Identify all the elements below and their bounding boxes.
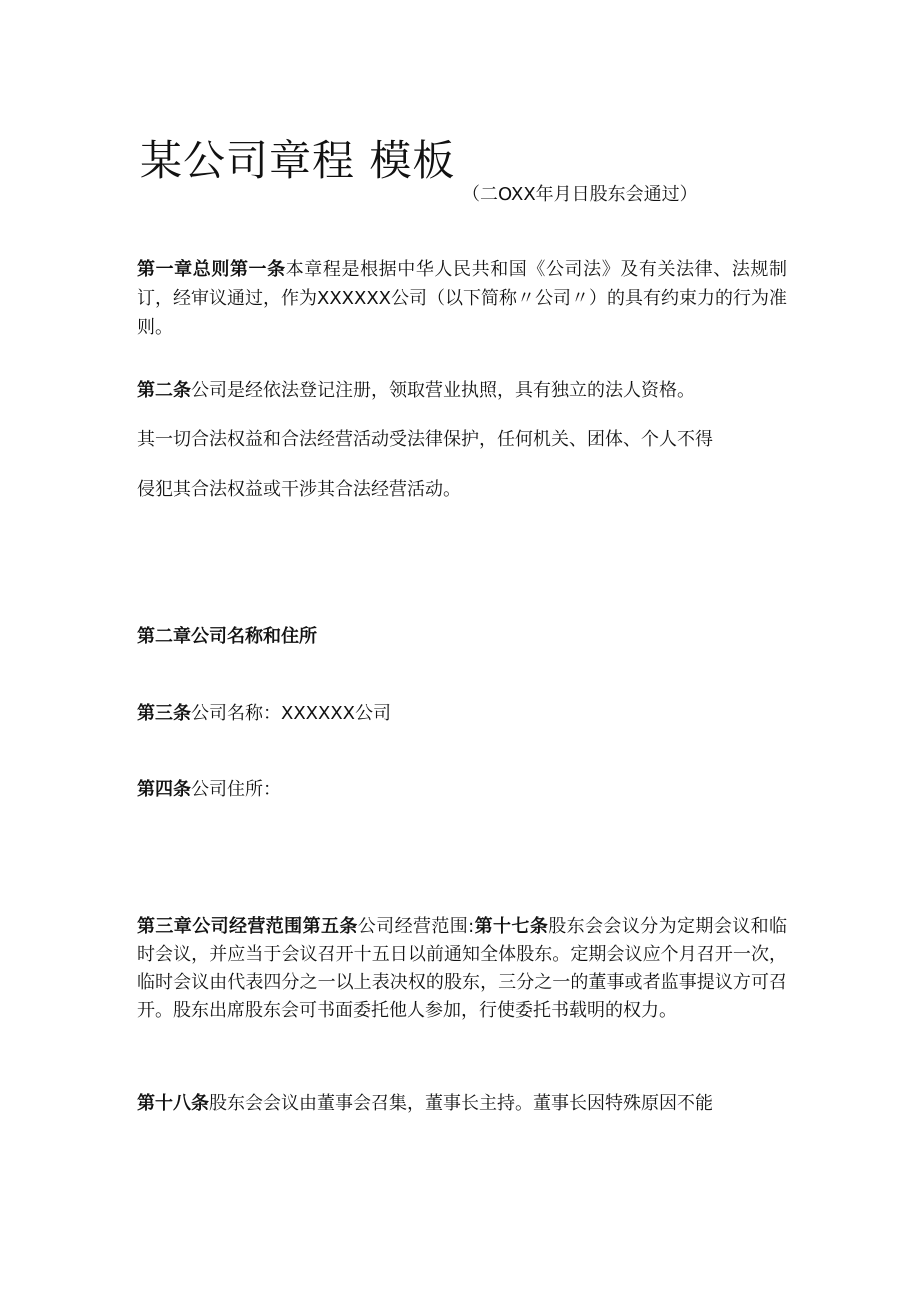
- article-4-heading: 第四条: [137, 779, 191, 800]
- article-18-text: 股东会会议由董事会召集，董事长主持。董事长因特殊原因不能: [209, 1093, 713, 1114]
- article-2-text: 公司是经依法登记注册，领取营业执照，具有独立的法人资格。: [191, 380, 695, 401]
- article-2-cont-text-2: 侵犯其合法权益或干涉其合法经营活动。: [137, 479, 461, 500]
- paragraph-article-2: [137, 376, 787, 405]
- paragraph-article-3: [137, 699, 787, 728]
- chapter-2-heading: 第二章公司名称和住所: [137, 626, 317, 647]
- chapter-1-heading: 第一章总则第一条: [137, 259, 286, 280]
- document-title: 某公司章程 模板: [140, 136, 456, 185]
- paragraph-article-2-cont-2: [137, 475, 787, 504]
- article-4-text: 公司住所：: [191, 779, 281, 800]
- paragraph-article-4: [137, 775, 787, 804]
- article-2-heading: 第二条: [137, 380, 191, 401]
- paragraph-article-2-cont-1: [137, 425, 787, 454]
- paragraph-article-1: [137, 255, 787, 342]
- article-18-heading: 第十八条: [137, 1093, 209, 1114]
- chapter-3-heading: 第三章公司经营范围第五条: [137, 916, 358, 937]
- chapter-2-heading-block: [137, 622, 787, 651]
- article-2-cont-text-1: 其一切合法权益和合法经营活动受法律保护，任何机关、团体、个人不得: [137, 429, 713, 450]
- article-3-text: 公司名称：XXXXXX公司: [191, 703, 391, 724]
- paragraph-article-18: [137, 1089, 787, 1118]
- article-17-heading: 第十七条: [474, 916, 549, 937]
- article-5-text: 公司经营范围:: [357, 916, 475, 937]
- article-1-text: 本章程是根据中华人民共和国《公司法》及有关法律、法规制订，经审议通过，作为XXXXXX公司（以下简称〃公司〃）的具有约束力的行为准则。: [137, 259, 788, 338]
- document-subtitle: （二OXX年月日股东会通过）: [462, 184, 698, 205]
- article-3-heading: 第三条: [137, 703, 191, 724]
- paragraph-article-17: [137, 913, 787, 1025]
- article-17-text: 股东会会议分为定期会议和临时会议，并应当于会议召开十五日以前通知全体股东。定期会议应个月召开一次，临时会议由代表四分之一以上表决权的股东，三分之一的董事或者监事提议方可召开。股东出席股东会可书面委托他人参加，行使委托书载明的权力。: [137, 916, 788, 1021]
